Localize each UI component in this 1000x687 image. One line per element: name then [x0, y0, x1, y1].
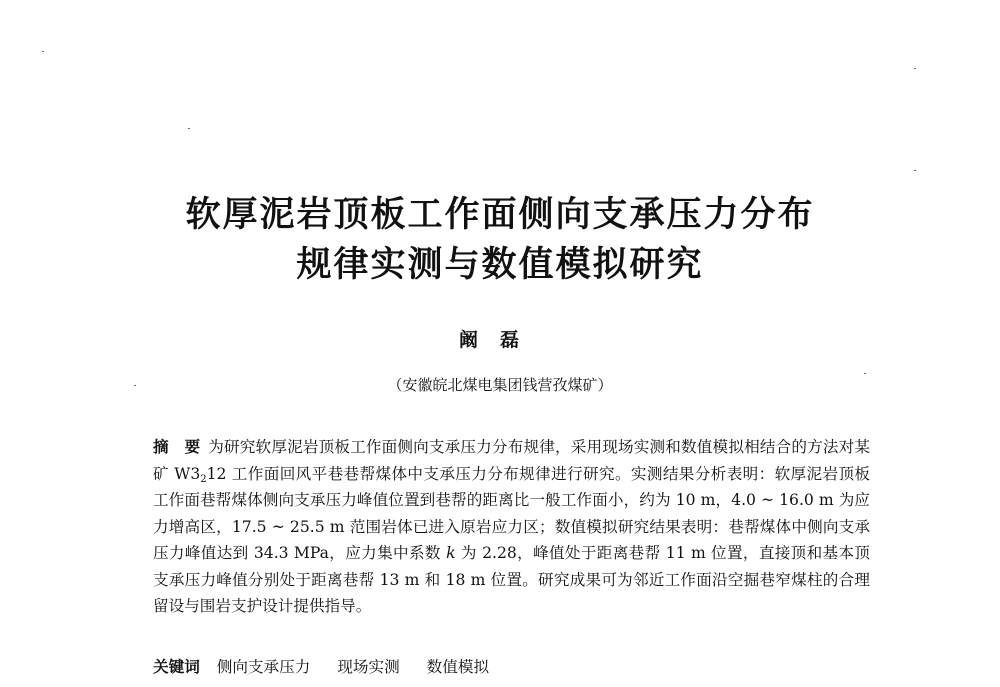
author-name: 阚磊	[458, 329, 541, 351]
keyword-item: 现场实测	[337, 658, 400, 676]
abstract	[153, 434, 870, 620]
scan-speck	[188, 128, 190, 129]
abstract-text-part1: 为研究软厚泥岩顶板工作面侧向支承压力分布规律，采用现场实测和数值模拟相结合的方法对某矿 W3	[153, 438, 870, 483]
abstract-text-part2: 12 工作面回风平巷巷帮煤体中支承压力分布规律进行研究。实测结果分析表明：软厚泥岩顶板工作面巷帮煤体侧向支承压力峰值位置到巷帮的距离比一般工作面小，约为 10 m，4.0 ~ 16.0 m 为应力增高区，17.5 ~ 25.5 m 范围岩体已进入原岩应力区；数值模拟研究结果表明：巷帮煤体中侧向支承压力峰值达到 34.3 MPa，应力集中系数	[153, 464, 870, 562]
scan-speck	[914, 170, 916, 171]
abstract-subscript: 2	[200, 473, 207, 485]
abstract-label: 摘 要	[153, 438, 201, 456]
keywords	[153, 654, 870, 680]
paper-title-line-1: 软厚泥岩顶板工作面侧向支承压力分布	[185, 195, 815, 235]
keyword-item: 侧向支承压力	[216, 658, 311, 676]
keyword-item: 数值模拟	[426, 658, 490, 676]
abstract-text-part3: 为 2.28，峰值处于距离巷帮 11 m 位置，直接顶和基本顶支承压力峰值分别处于距离巷帮 13 m 和 18 m 位置。研究成果可为邻近工作面沿空掘巷窄煤柱的合理留设与围岩支护设计提供指导。	[153, 544, 870, 615]
keywords-label: 关键词	[153, 658, 200, 676]
scan-speck	[914, 68, 916, 69]
scan-speck	[42, 51, 44, 52]
abstract-italic-symbol: k	[446, 544, 456, 562]
paper-title-line-2: 规律实测与数值模拟研究	[296, 245, 704, 285]
author-affiliation: （安徽皖北煤电集团钱营孜煤矿）	[387, 376, 613, 394]
